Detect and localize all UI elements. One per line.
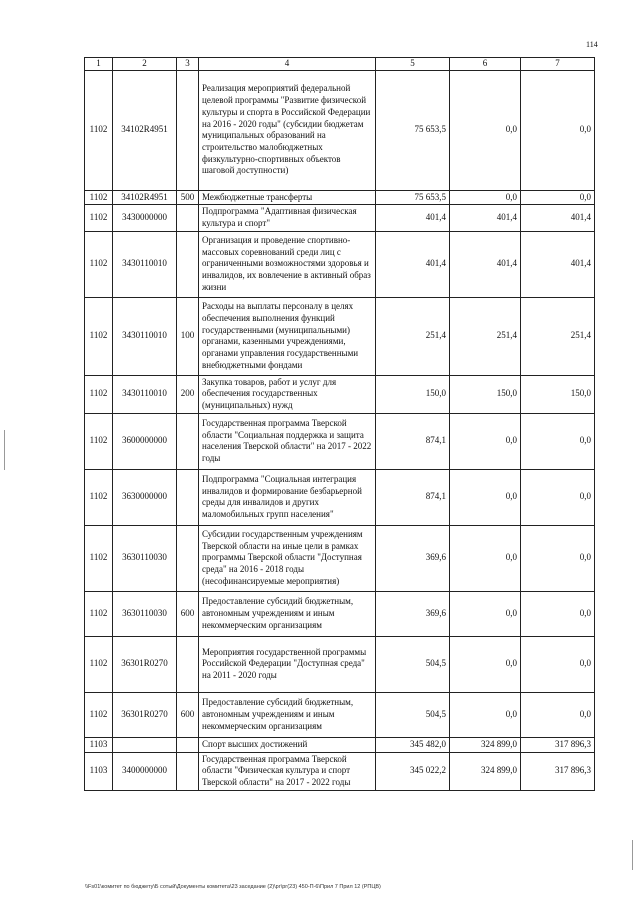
section-code-cell: 1102	[85, 190, 113, 205]
amount-year-1-cell: 504,5	[376, 692, 450, 737]
target-article-code-cell: 34102R4951	[113, 70, 177, 190]
header-row	[85, 58, 595, 71]
amount-year-1-cell: 150,0	[376, 375, 450, 413]
amount-year-3-cell: 401,4	[521, 205, 595, 231]
amount-year-1-cell: 251,4	[376, 297, 450, 375]
amount-year-2-cell: 401,4	[450, 231, 521, 297]
description-cell: Закупка товаров, работ и услуг для обеспечения государственных (муниципальных) нужд	[199, 375, 376, 413]
amount-year-1-cell: 75 653,5	[376, 190, 450, 205]
amount-year-1-cell: 504,5	[376, 636, 450, 692]
table-row	[85, 591, 595, 636]
description-cell: Субсидии государственным учреждениям Тверской области на иные цели в рамках программы Тверской области "Доступная среда" на 2016 - 2018 годы (несофинансируемые мероприятия)	[199, 525, 376, 591]
target-article-code-cell: 3630000000	[113, 469, 177, 525]
amount-year-3-cell: 0,0	[521, 692, 595, 737]
target-article-code-cell: 34102R4951	[113, 190, 177, 205]
amount-year-1-cell: 401,4	[376, 205, 450, 231]
description-cell: Государственная программа Тверской области "Социальная поддержка и защита населения Тверской области" на 2017 - 2022 годы	[199, 413, 376, 469]
amount-year-3-cell: 251,4	[521, 297, 595, 375]
amount-year-2-cell: 0,0	[450, 413, 521, 469]
description-cell: Предоставление субсидий бюджетным, автономным учреждениям и иным некоммерческим организациям	[199, 591, 376, 636]
amount-year-2-cell: 0,0	[450, 469, 521, 525]
amount-year-2-cell: 401,4	[450, 205, 521, 231]
amount-year-2-cell: 0,0	[450, 190, 521, 205]
target-article-code-cell: 3430110010	[113, 231, 177, 297]
amount-year-1-cell: 369,6	[376, 525, 450, 591]
amount-year-3-cell: 0,0	[521, 636, 595, 692]
target-article-code-cell: 3600000000	[113, 413, 177, 469]
column-header-5: 5	[376, 58, 450, 71]
amount-year-1-cell: 75 653,5	[376, 70, 450, 190]
section-code-cell: 1102	[85, 525, 113, 591]
table-row	[85, 375, 595, 413]
amount-year-3-cell: 0,0	[521, 190, 595, 205]
table-row	[85, 190, 595, 205]
expense-type-code-cell	[177, 525, 199, 591]
amount-year-1-cell: 369,6	[376, 591, 450, 636]
amount-year-1-cell: 345 482,0	[376, 737, 450, 752]
section-code-cell: 1103	[85, 737, 113, 752]
target-article-code-cell: 3430110010	[113, 375, 177, 413]
table-row	[85, 737, 595, 752]
amount-year-2-cell: 0,0	[450, 692, 521, 737]
table-row	[85, 231, 595, 297]
amount-year-1-cell: 345 022,2	[376, 752, 450, 790]
target-article-code-cell: 3430110010	[113, 297, 177, 375]
amount-year-2-cell: 324 899,0	[450, 752, 521, 790]
table-row	[85, 205, 595, 231]
amount-year-3-cell: 0,0	[521, 591, 595, 636]
section-code-cell: 1102	[85, 375, 113, 413]
amount-year-3-cell: 0,0	[521, 525, 595, 591]
amount-year-3-cell: 150,0	[521, 375, 595, 413]
amount-year-3-cell: 0,0	[521, 70, 595, 190]
right-edge-mark	[632, 840, 633, 870]
budget-table	[84, 57, 595, 791]
amount-year-2-cell: 0,0	[450, 70, 521, 190]
amount-year-3-cell: 0,0	[521, 469, 595, 525]
description-cell: Подпрограмма "Социальная интеграция инвалидов и формирование безбарьерной среды для инвалидов и других маломобильных групп населения"	[199, 469, 376, 525]
page-number: 114	[586, 40, 598, 49]
amount-year-3-cell: 401,4	[521, 231, 595, 297]
amount-year-1-cell: 401,4	[376, 231, 450, 297]
amount-year-2-cell: 0,0	[450, 636, 521, 692]
section-code-cell: 1102	[85, 297, 113, 375]
expense-type-code-cell: 500	[177, 190, 199, 205]
description-cell: Межбюджетные трансферты	[199, 190, 376, 205]
amount-year-2-cell: 324 899,0	[450, 737, 521, 752]
table-row	[85, 525, 595, 591]
column-header-4: 4	[199, 58, 376, 71]
target-article-code-cell	[113, 737, 177, 752]
description-cell: Спорт высших достижений	[199, 737, 376, 752]
section-code-cell: 1102	[85, 591, 113, 636]
expense-type-code-cell: 600	[177, 692, 199, 737]
amount-year-3-cell: 0,0	[521, 413, 595, 469]
amount-year-3-cell: 317 896,3	[521, 752, 595, 790]
column-header-7: 7	[521, 58, 595, 71]
target-article-code-cell: 3630110030	[113, 525, 177, 591]
target-article-code-cell: 3400000000	[113, 752, 177, 790]
expense-type-code-cell: 100	[177, 297, 199, 375]
expense-type-code-cell	[177, 752, 199, 790]
expense-type-code-cell	[177, 413, 199, 469]
description-cell: Государственная программа Тверской области "Физическая культура и спорт Тверской области" на 2017 - 2022 годы	[199, 752, 376, 790]
column-header-3: 3	[177, 58, 199, 71]
amount-year-1-cell: 874,1	[376, 413, 450, 469]
target-article-code-cell: 3430000000	[113, 205, 177, 231]
section-code-cell: 1102	[85, 231, 113, 297]
section-code-cell: 1102	[85, 70, 113, 190]
description-cell: Организация и проведение спортивно-массовых соревнований среди лиц с ограниченными возможностями здоровья и инвалидов, их вовлечение в активный образ жизни	[199, 231, 376, 297]
expense-type-code-cell	[177, 70, 199, 190]
table-body	[85, 70, 595, 790]
description-cell: Реализация мероприятий федеральной целевой программы "Развитие физической культуры и спорта в Российской Федерации на 2016 - 2020 годы" (субсидии бюджетам муниципальных образований на строительство малобюджетных физкультурно-спортивных объектов шаговой доступности)	[199, 70, 376, 190]
section-code-cell: 1102	[85, 205, 113, 231]
description-cell: Мероприятия государственной программы Российской Федерации "Доступная среда" на 2011 - 2020 годы	[199, 636, 376, 692]
section-code-cell: 1102	[85, 636, 113, 692]
target-article-code-cell: 36301R0270	[113, 692, 177, 737]
left-edge-mark	[4, 430, 5, 470]
description-cell: Предоставление субсидий бюджетным, автономным учреждениям и иным некоммерческим организациям	[199, 692, 376, 737]
section-code-cell: 1103	[85, 752, 113, 790]
expense-type-code-cell	[177, 737, 199, 752]
amount-year-2-cell: 150,0	[450, 375, 521, 413]
table-row	[85, 413, 595, 469]
table-row	[85, 752, 595, 790]
expense-type-code-cell	[177, 469, 199, 525]
table-row	[85, 692, 595, 737]
table-row	[85, 297, 595, 375]
amount-year-1-cell: 874,1	[376, 469, 450, 525]
section-code-cell: 1102	[85, 469, 113, 525]
amount-year-2-cell: 0,0	[450, 525, 521, 591]
table-row	[85, 469, 595, 525]
expense-type-code-cell: 600	[177, 591, 199, 636]
column-header-2: 2	[113, 58, 177, 71]
section-code-cell: 1102	[85, 692, 113, 737]
column-header-1: 1	[85, 58, 113, 71]
column-header-6: 6	[450, 58, 521, 71]
description-cell: Подпрограмма "Адаптивная физическая культура и спорт"	[199, 205, 376, 231]
amount-year-2-cell: 0,0	[450, 591, 521, 636]
expense-type-code-cell	[177, 205, 199, 231]
amount-year-2-cell: 251,4	[450, 297, 521, 375]
table-row	[85, 636, 595, 692]
description-cell: Расходы на выплаты персоналу в целях обеспечения выполнения функций государственными (муниципальными) органами, казенными учреждениями, органами управления государственными внебюджетными фондами	[199, 297, 376, 375]
section-code-cell: 1102	[85, 413, 113, 469]
amount-year-3-cell: 317 896,3	[521, 737, 595, 752]
expense-type-code-cell	[177, 231, 199, 297]
target-article-code-cell: 36301R0270	[113, 636, 177, 692]
expense-type-code-cell	[177, 636, 199, 692]
footer-file-path: \\Fs01\комитет по бюджету\Б сотый\Документы комитета\23 заседание (2)\рг\рг(23) 450-П-6\Прил 7 Прил 12 (РПЦВ)	[85, 884, 381, 890]
table-row	[85, 70, 595, 190]
target-article-code-cell: 3630110030	[113, 591, 177, 636]
expense-type-code-cell: 200	[177, 375, 199, 413]
